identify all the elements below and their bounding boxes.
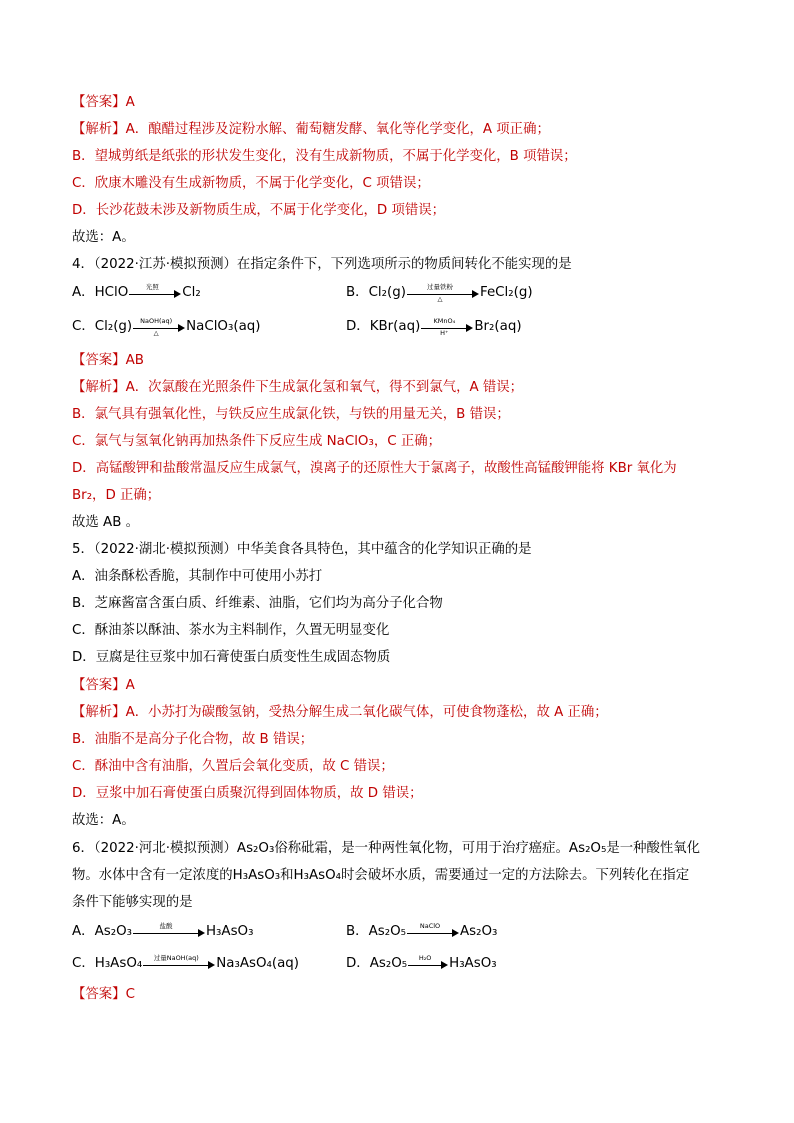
q4-option-a: A．HClO 光照 Cl₂ — [72, 283, 201, 300]
q5-stem: 5．（2022·湖北·模拟预测）中华美食各具特色，其中蕴含的化学知识正确的是 — [72, 542, 532, 557]
q4-stem: 4．（2022·江苏·模拟预测）在指定条件下，下列选项所示的物质间转化不能实现的是 — [72, 257, 572, 272]
q6-option-a: A．As₂O₃ 盐酸 H₃AsO₃ — [72, 922, 254, 939]
reaction-arrow: 光照 — [129, 284, 181, 302]
analysis-label: 【解析】 — [72, 122, 126, 137]
q5-option-c: C．酥油茶以酥油、茶水为主料制作，久置无明显变化 — [72, 623, 390, 638]
reaction-arrow: NaOH(aq) △ — [133, 318, 185, 336]
q5-option-b: B．芝麻酱富含蛋白质、纤维素、油脂，它们均为高分子化合物 — [72, 596, 443, 611]
q6-stem-line-3: 条件下能够实现的是 — [72, 895, 193, 910]
q4-analysis-line-1: 【解析】A．次氯酸在光照条件下生成氯化氢和氧气，得不到氯气，A 错误； — [72, 380, 524, 395]
q5-analysis-line-1: 【解析】A．小苏打为碳酸氢钠，受热分解生成二氧化碳气体，可使食物蓬松，故 A 正确； — [72, 705, 608, 720]
reaction-arrow: NaClO — [407, 923, 459, 941]
q3-analysis-line-3: C．欣康木雕没有生成新物质，不属于化学变化，C 项错误； — [72, 176, 430, 191]
q6-option-b: B．As₂O₅ NaClO As₂O₃ — [346, 922, 498, 939]
q4-option-b: B．Cl₂(g) 过量铁粉 △ FeCl₂(g) — [346, 283, 533, 303]
q4-analysis-line-2: B．氯气具有强氧化性，与铁反应生成氯化铁，与铁的用量无关，B 错误； — [72, 407, 510, 422]
q3-analysis-line-4: D．长沙花鼓未涉及新物质生成，不属于化学变化，D 项错误； — [72, 203, 446, 218]
q3-conclusion: 故选：A。 — [72, 230, 135, 245]
q6-answer: 【答案】C — [72, 987, 135, 1002]
q4-analysis-line-4: D．高锰酸钾和盐酸常温反应生成氯气，溴离子的还原性大于氯离子，故酸性高锰酸钾能将 KBr 氧化为 — [72, 461, 677, 476]
q6-option-d: D．As₂O₅ H₂O H₃AsO₃ — [346, 954, 497, 971]
q5-analysis-line-4: D．豆浆中加石膏使蛋白质聚沉得到固体物质，故 D 错误； — [72, 786, 423, 801]
q4-option-d: D．KBr(aq) KMnO₄ H⁺ Br₂(aq) — [346, 317, 522, 337]
q4-conclusion: 故选 AB 。 — [72, 515, 140, 530]
q4-analysis-line-3: C．氯气与氢氧化钠再加热条件下反应生成 NaClO₃，C 正确； — [72, 434, 442, 449]
answer-label: 【答案】 — [72, 95, 126, 110]
q4-analysis-line-5: Br₂，D 正确； — [72, 488, 161, 503]
q6-stem-line-2: 物。水体中含有一定浓度的H₃AsO₃和H₃AsO₄时会破坏水质，需要通过一定的方法除去。下列转化在指定 — [72, 868, 690, 883]
q3-analysis-line-1: 【解析】A．酿醋过程涉及淀粉水解、葡萄糖发酵、氧化等化学变化，A 项正确； — [72, 122, 550, 137]
reaction-arrow: 过量铁粉 △ — [407, 284, 479, 302]
reaction-arrow: 盐酸 — [133, 923, 205, 941]
q3-answer — [72, 94, 135, 112]
q5-answer: 【答案】A — [72, 678, 135, 693]
q5-option-d: D．豆腐是往豆浆中加石膏使蛋白质变性生成固态物质 — [72, 650, 391, 665]
answer-value: A — [125, 95, 135, 110]
q5-conclusion: 故选：A。 — [72, 813, 135, 828]
q6-stem-line-1: 6．（2022·河北·模拟预测）As₂O₃俗称砒霜，是一种两性氧化物，可用于治疗癌症。As₂O₅是一种酸性氧化 — [72, 841, 701, 856]
q4-answer: 【答案】AB — [72, 353, 144, 368]
reaction-arrow: KMnO₄ H⁺ — [421, 318, 473, 336]
q5-analysis-line-3: C．酥油中含有油脂，久置后会氧化变质，故 C 错误； — [72, 759, 394, 774]
reaction-arrow: 过量NaOH(aq) — [143, 955, 215, 973]
q5-analysis-line-2: B．油脂不是高分子化合物，故 B 错误； — [72, 732, 314, 747]
reaction-arrow: H₂O — [408, 955, 448, 973]
q5-option-a: A．油条酥松香脆，其制作中可使用小苏打 — [72, 569, 323, 584]
q3-analysis-line-2: B．望城剪纸是纸张的形状发生变化，没有生成新物质，不属于化学变化，B 项错误； — [72, 149, 577, 164]
q4-option-c: C．Cl₂(g) NaOH(aq) △ NaClO₃(aq) — [72, 317, 261, 337]
q6-option-c: C．H₃AsO₄ 过量NaOH(aq) Na₃AsO₄(aq) — [72, 954, 300, 971]
